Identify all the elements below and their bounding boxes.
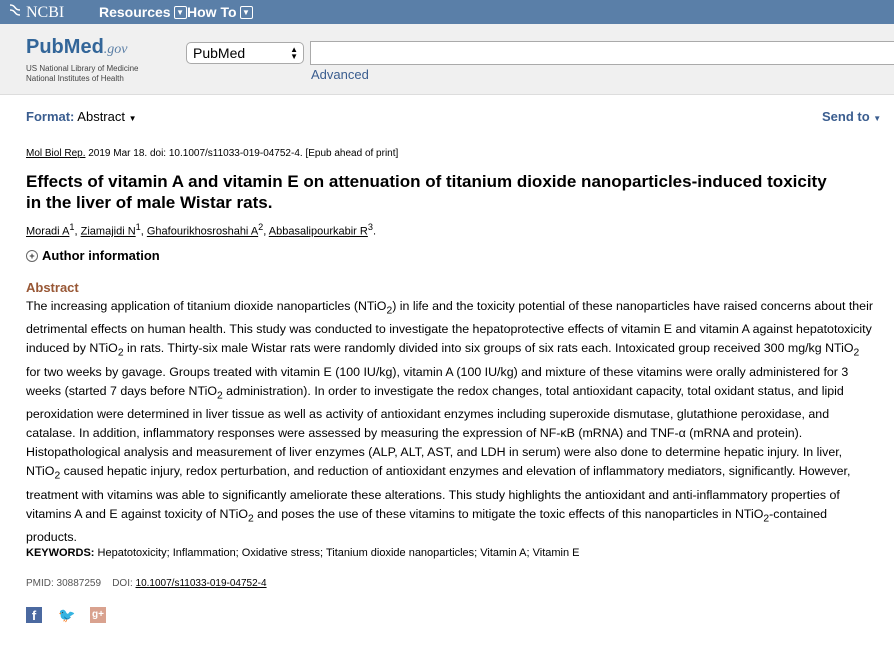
abstract-segment: in rats. Thirty-six male Wistar rats were randomly divided into six groups of six rats each. Intoxicated group received 300 mg/kg NTiO: [123, 341, 854, 356]
subscript: 2: [54, 470, 61, 482]
abstract-segment: and poses the use of these vitamins to mitigate the toxic effects of this nanoparticles in NTiO: [253, 506, 764, 521]
chevron-down-icon: ▼: [240, 6, 253, 19]
keywords-list: Hepatotoxicity; Inflammation; Oxidative stress; Titanium dioxide nanoparticles; Vitamin A; Vitamin E: [97, 547, 580, 559]
abstract-text: [26, 297, 876, 547]
citation: [26, 148, 398, 159]
subscript: 2: [117, 347, 124, 359]
author-affiliation-number: 2: [258, 222, 264, 232]
send-to-menu[interactable]: [822, 109, 881, 124]
subscript: 2: [853, 347, 860, 359]
abstract-heading: Abstract: [26, 280, 79, 295]
nlm-line2: National Institutes of Health: [26, 74, 124, 83]
author-affiliation-number: 1: [69, 222, 75, 232]
format-label: Format:: [26, 109, 75, 124]
resources-label: Resources: [99, 4, 171, 20]
abstract-segment: for two weeks by gavage. Groups treated with vitamin E (100 IU/kg), vitamin A (100 IU/kg) and mixture of these vitamins were orally administered for 3 weeks (started 7 days before NTiO: [26, 364, 849, 398]
resources-menu[interactable]: [99, 4, 187, 20]
author-link[interactable]: Ziamajidi N: [80, 225, 136, 238]
ncbi-label: NCBI: [26, 3, 65, 21]
author-information-toggle[interactable]: [26, 248, 160, 263]
author-link[interactable]: Ghafourikhosroshahi A: [146, 225, 259, 238]
social-share: [26, 607, 106, 623]
logo-med-text: Med: [63, 36, 104, 58]
author-affiliation-number: 1: [135, 222, 141, 232]
abstract-segment: administration). In order to investigate the redox changes, total antioxidant capacity, total oxidant status, and lipid peroxidation were determined in liver tissue as well as activity of antioxidant enzymes including superoxide dismutase, glutathione peroxidase, and catalase. In addition, inflammatory responses were assessed by measuring the expression of NF-κB (mRNA) and TNF-α (mRNA and protein). Histopathological analysis and measurement of liver enzymes (ALP, ALT, AST, and LDH in serum) were also done to determine hepatic injury. In liver, NTiO: [26, 383, 844, 479]
select-arrows-icon: ▲ ▼: [290, 45, 298, 61]
google-plus-icon[interactable]: g+: [90, 607, 106, 623]
caret-down-icon: ▼: [128, 114, 137, 123]
nlm-line1: US National Library of Medicine: [26, 64, 139, 73]
expand-plus-icon: +: [26, 250, 38, 262]
pubmed-logo[interactable]: [26, 36, 128, 59]
abstract-segment: caused hepatic injury, redox perturbation, and reduction of antioxidant enzymes and elevation of inflammatory mediators, significantly. However, treatment with vitamins was able to significantly ameliorate these alterations. This study highlights the antioxidant and anti-inflammatory properties of vitamins A and E against toxicity of NTiO: [26, 464, 851, 521]
format-value: Abstract: [77, 109, 125, 124]
keywords-label: KEYWORDS:: [26, 547, 95, 559]
ncbi-logo[interactable]: [8, 3, 64, 22]
subscript: 2: [247, 513, 254, 525]
caret-down-icon: ▼: [873, 114, 882, 123]
format-selector[interactable]: [26, 109, 137, 124]
author-link[interactable]: Moradi A: [26, 225, 70, 238]
pmid: PMID: 30887259: [26, 578, 102, 589]
search-input[interactable]: [310, 41, 894, 65]
chevron-down-icon: ▼: [174, 6, 187, 19]
nlm-caption: [26, 64, 139, 84]
article-title: Effects of vitamin A and vitamin E on attenuation of titanium dioxide nanoparticles-induced toxicity in the liver of male Wistar rats.: [26, 172, 827, 212]
keywords: [26, 547, 580, 559]
search-header: [0, 24, 894, 95]
howto-label: How To: [187, 4, 237, 20]
database-select[interactable]: [186, 42, 304, 64]
doi-link[interactable]: 10.1007/s11033-019-04752-4: [135, 578, 267, 589]
logo-pub-text: Pub: [26, 36, 64, 58]
citation-details: 2019 Mar 18. doi: 10.1007/s11033-019-04752-4. [Epub ahead of print]: [85, 148, 399, 159]
ncbi-topbar: [0, 0, 894, 24]
subscript: 2: [763, 513, 770, 525]
subscript: 2: [386, 305, 393, 317]
identifiers: [26, 578, 267, 589]
abstract-segment: -contained products.: [26, 506, 828, 545]
journal-link[interactable]: Mol Biol Rep.: [26, 148, 86, 159]
database-select-value: PubMed: [193, 45, 246, 61]
howto-menu[interactable]: [187, 4, 253, 20]
author-affiliation-number: 3: [367, 222, 373, 232]
author-information-label: Author information: [42, 248, 160, 263]
doi-label: DOI:: [112, 578, 133, 589]
author-list: Moradi $A^1$, Ziamajidi $N^1$, Ghafourikhosroshahi $A^2$, Abbasalipourkabir $R^3$.: [26, 222, 376, 238]
ncbi-helix-icon: [8, 3, 22, 22]
send-to-label: Send to: [822, 109, 870, 124]
author-link[interactable]: Abbasalipourkabir R: [268, 225, 368, 238]
facebook-icon[interactable]: f: [26, 607, 42, 623]
abstract-segment: ) in life and the toxicity potential of these nanoparticles have raised concerns about their detrimental effects on human health. This study was conducted to investigate the hepatoprotective effects of vitamin E and vitamin A against hepatotoxicity induced by NTiO: [26, 299, 873, 356]
logo-gov-text: .gov: [103, 42, 128, 57]
subscript: 2: [216, 390, 223, 402]
twitter-icon[interactable]: 🐦: [58, 607, 76, 623]
advanced-search-link[interactable]: Advanced: [311, 67, 369, 82]
abstract-segment: The increasing application of titanium dioxide nanoparticles (NTiO: [26, 299, 387, 313]
